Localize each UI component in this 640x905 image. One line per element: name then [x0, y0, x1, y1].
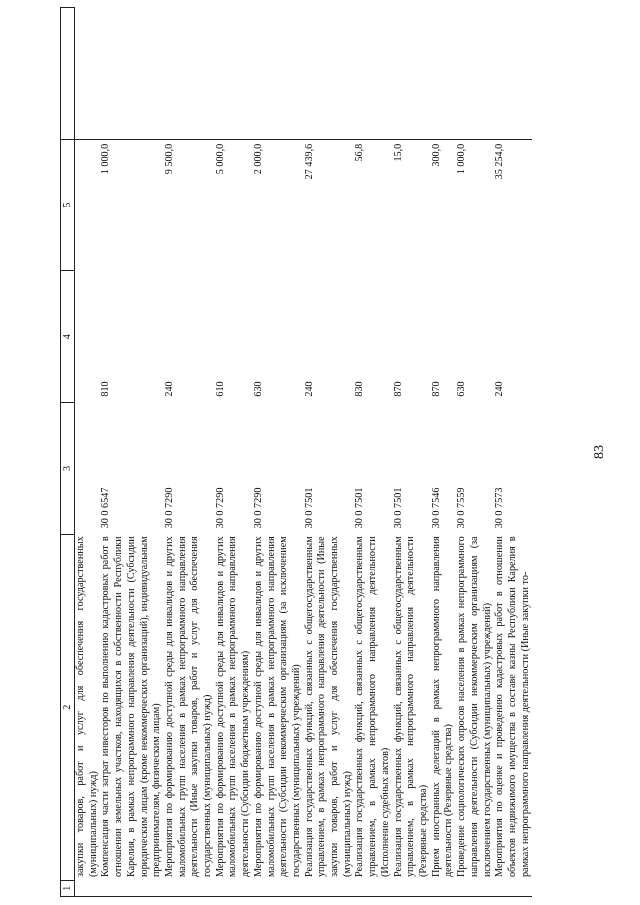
- row-expense-type: [75, 271, 101, 403]
- table-row: [164, 8, 215, 897]
- row-target-code: 30 0 7290: [252, 487, 264, 529]
- table-row: [456, 8, 494, 897]
- table-row: [354, 8, 392, 897]
- row-amount: 1 000,0: [456, 139, 494, 271]
- row-amount: 1 000,0: [100, 139, 164, 271]
- row-expense-type: 810: [100, 381, 112, 397]
- table-row: [75, 8, 101, 897]
- column-header-5: 5: [61, 139, 75, 271]
- row-expense-type: 240: [494, 381, 506, 397]
- row-target-code: 30 0 7573: [494, 487, 506, 529]
- row-description: Проведение социологических опросов населения в рамках непрограммного направления деятельности (Субсидии некоммерческим организациям (за исключением государственных (муниципальных) учреждений): [456, 536, 493, 878]
- column-header-3: 3: [61, 403, 75, 535]
- row-amount: 27 439,6: [304, 139, 355, 271]
- row-description: Мероприятия по формированию доступной среды для инвалидов и других маломобильных групп населения в рамках непрограммного направления деятельности (Иные закупки товаров, работ и услуг для обеспечения государственных (муниципальных) нужд): [163, 536, 214, 878]
- row-description: Мероприятия по оценке и проведению кадастровых работ в отношении объектов недвижимого имущества в составе казны Республики Карелия в рамках непрограммного направления деятельности (Иные закупки то-: [494, 536, 531, 878]
- row-target-code: 30 0 7559: [456, 487, 468, 529]
- row-expense-type: 240: [163, 381, 175, 397]
- row-target-code: 30 0 7290: [214, 487, 226, 529]
- table-row: [494, 8, 532, 897]
- row-expense-type: 870: [430, 381, 442, 397]
- row-expense-type: 240: [303, 381, 315, 397]
- row-target-code: 30 0 7501: [303, 487, 315, 529]
- column-header-4: 4: [61, 271, 75, 403]
- row-amount: 15,0: [393, 139, 431, 271]
- row-expense-type: 870: [392, 381, 404, 397]
- row-description: Реализация государственных функций, связанных с общегосударственным управлением, в рамках непрограммного направления деятельности (Резервные средства): [392, 536, 429, 878]
- row-amount: 300,0: [431, 139, 456, 271]
- row-amount: 5 000,0: [215, 139, 253, 271]
- page-number: 83: [592, 445, 607, 459]
- row-amount: 9 500,0: [164, 139, 215, 271]
- row-description: Мероприятия по формированию доступной среды для инвалидов и других маломобильных групп населения в рамках непрограммного направления деятельности (Субсидии бюджетным учреждениям): [214, 536, 252, 878]
- row-description: Прием иностранных делегаций в рамках непрограммного направления деятельности (Резервные средства): [430, 536, 455, 878]
- row-expense-type: 830: [354, 381, 366, 397]
- table-row: [253, 8, 304, 897]
- table-row: [304, 8, 355, 897]
- table-row: [215, 8, 253, 897]
- row-amount: 35 254,0: [494, 139, 532, 271]
- row-target-code: 30 0 7501: [392, 487, 404, 529]
- row-target-code: 30 0 7290: [163, 487, 175, 529]
- column-header-1: 1: [61, 880, 75, 896]
- table-row: [431, 8, 456, 897]
- budget-table-sheet: [60, 7, 580, 897]
- row-description: закупки товаров, работ и услуг для обеспечения государственных (муниципальных) нужд): [75, 536, 99, 878]
- column-header-extra: [61, 8, 75, 140]
- row-amount: 56,8: [354, 139, 392, 271]
- row-expense-type: 610: [214, 381, 226, 397]
- row-description: Реализация государственных функций, связанных с общегосударственным управлением, в рамках непрограммного направления деятельности (Исполнение судебных актов): [354, 536, 391, 878]
- row-expense-type: 630: [252, 381, 264, 397]
- row-description: Реализация государственных функций, связанных с общегосударственным управлением, в рамках непрограммного направления деятельности (Иные закупки товаров, работ и услуг для обеспечения государственных (муниципальных) нужд): [303, 536, 353, 878]
- row-target-code: 30 0 6547: [100, 487, 112, 529]
- budget-table: [60, 7, 532, 897]
- row-expense-type: 630: [456, 381, 468, 397]
- row-target-code: 30 0 7501: [354, 487, 366, 529]
- table-row: [100, 8, 164, 897]
- row-description: Мероприятия по формированию доступной среды для инвалидов и других маломобильных групп населения в рамках непрограммного направления деятельности (Субсидии некоммерческим организациям (за исключением государственных (муниципальных) учреждений): [252, 536, 302, 878]
- table-row: [393, 8, 431, 897]
- column-header-2: 2: [61, 534, 75, 880]
- row-target-code: [75, 403, 101, 535]
- row-amount: [75, 139, 101, 271]
- row-description: Компенсация части затрат инвесторов по выполнению кадастровых работ в отношении земельных участков, находящихся в собственности Республики Карелия, в рамках непрограммного направления деятельности (Субсидии юридическим лицам (кроме некоммерческих организаций), индивидуальным предпринимателям, физическим лицам): [100, 536, 163, 878]
- row-amount: 2 000,0: [253, 139, 304, 271]
- row-target-code: 30 0 7546: [430, 487, 442, 529]
- table-header-row: [61, 8, 75, 897]
